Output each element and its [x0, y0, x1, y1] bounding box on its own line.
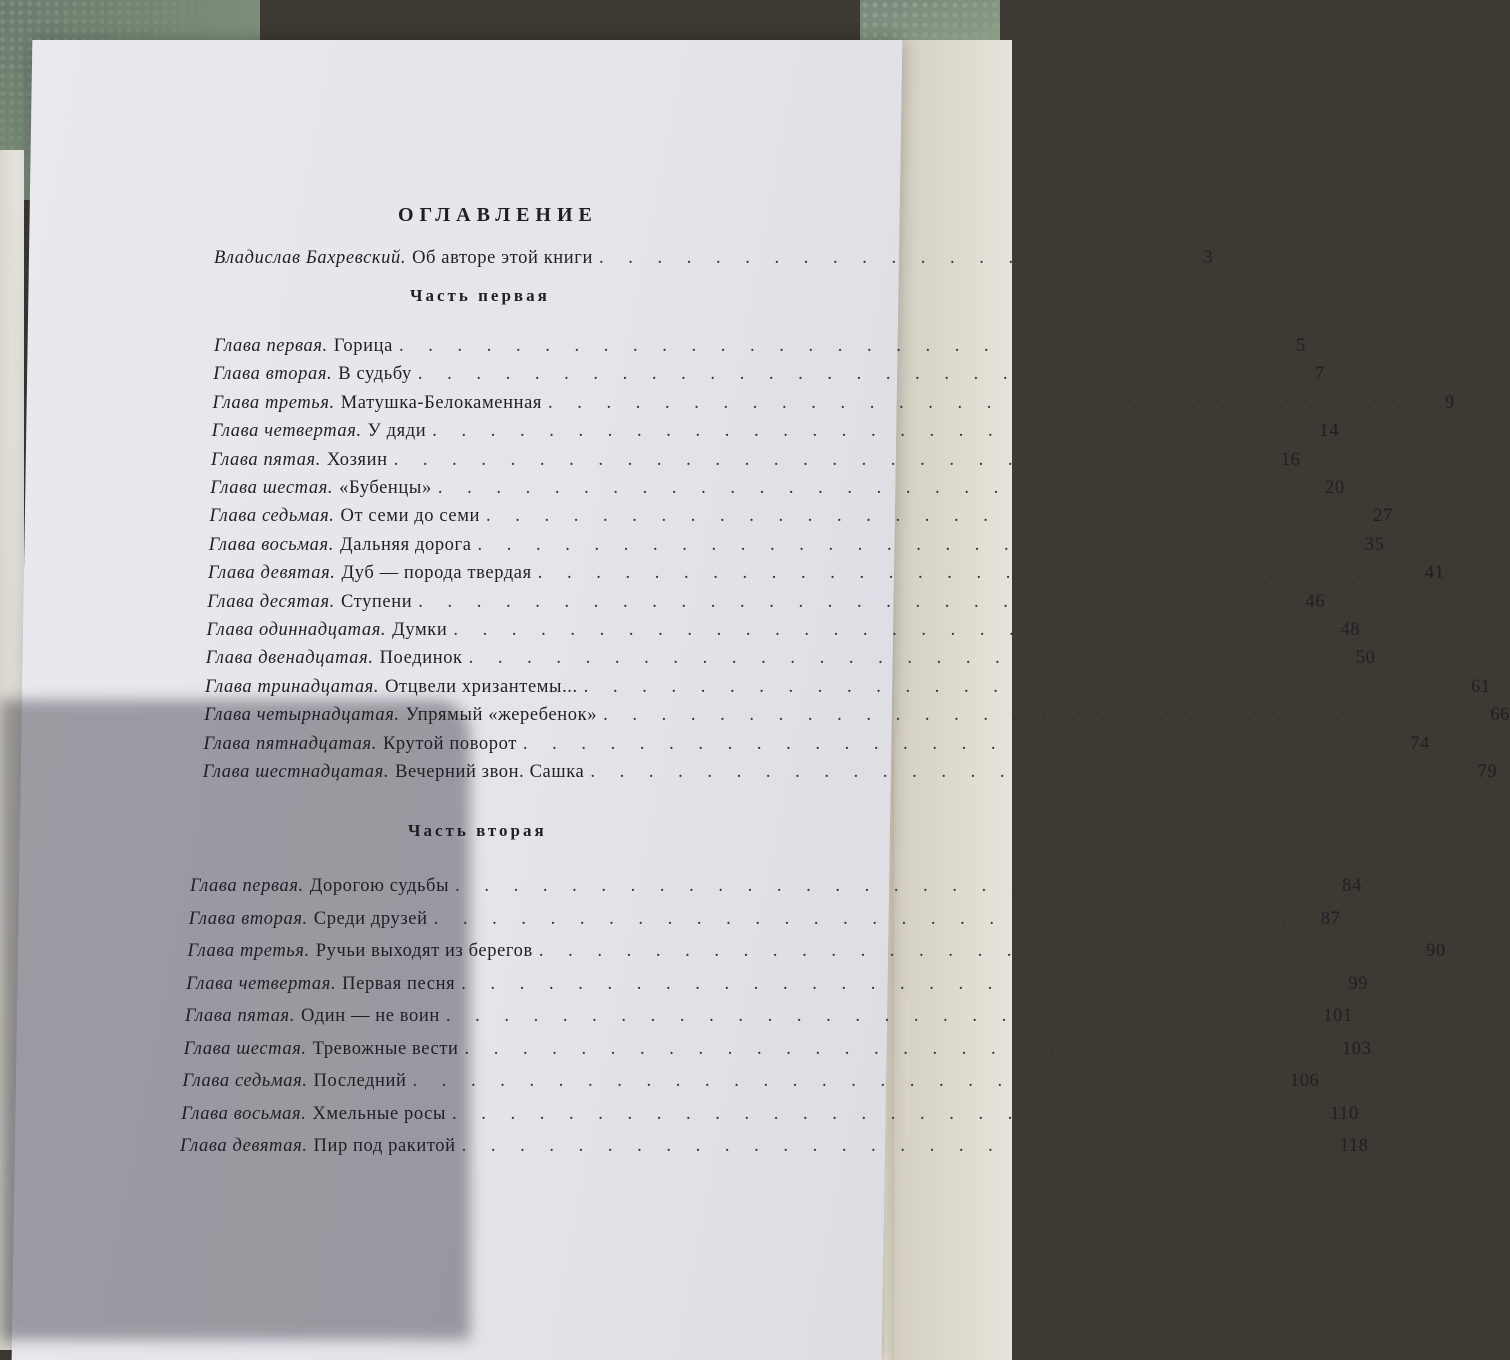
chapter-title: В судьбу [338, 364, 412, 385]
page-number: 103 [1341, 1038, 1372, 1059]
leader-dots: . . . . . . . . . . . . . . . . . . . . . . . . . . . . . . [486, 506, 1349, 527]
chapter-title: Горица [333, 336, 393, 356]
page-number: 90 [1425, 941, 1446, 961]
chapter-label: Глава тринадцатая. [205, 676, 380, 697]
leader-dots: . . . . . . . . . . . . . . . . . . . . . . . . . . . . . . [464, 1038, 1328, 1059]
page-number: 20 [1324, 478, 1345, 498]
intro-title: Об авторе этой книги [412, 248, 593, 268]
toc-entry [208, 563, 1445, 591]
chapter-title: «Бубенцы» [339, 478, 432, 498]
chapter-title: Упрямый «жеребенок» [405, 705, 598, 726]
leader-dots: . . . . . . . . . . . . . . . . . . . . . . . . . . . . . . [437, 478, 1301, 498]
leader-dots: . . . . . . . . . . . . . . . . . . . . . . . . . . . . . . [412, 1071, 1276, 1091]
page-number: 74 [1410, 733, 1430, 754]
page-number: 84 [1342, 876, 1362, 896]
chapter-title: Ручьи выходят из берегов [315, 941, 533, 961]
page-number: 14 [1319, 421, 1340, 442]
page-number: 106 [1289, 1071, 1320, 1091]
page-number: 61 [1470, 676, 1491, 697]
page-number: 99 [1348, 973, 1369, 994]
leader-dots: . . . . . . . . . . . . . . . . . . . . . . . . . . . . . . [522, 733, 1386, 754]
chapter-label: Глава пятнадцатая. [203, 733, 377, 754]
chapter-label: Глава девятая. [180, 1136, 308, 1156]
chapter-title: Вечерний звон. Сашка [395, 762, 585, 782]
leader-dots: . . . . . . . . . . . . . . . . . . . . . . . . . . . . . . [455, 876, 1318, 896]
toc-entry [212, 392, 1455, 421]
chapter-label: Глава восьмая. [208, 534, 334, 555]
leader-dots: . . . . . . . . . . . . . . . . . . . . . . . . . . . . . . [432, 421, 1296, 442]
chapter-label: Глава восьмая. [181, 1103, 307, 1124]
chapter-label: Глава шестая. [183, 1038, 307, 1059]
chapter-title: Последний [313, 1071, 407, 1091]
leader-dots: . . . . . . . . . . . . . . . . . . . . . . . . . . . . . . [433, 908, 1297, 929]
page-number: 87 [1320, 908, 1341, 929]
page-number: 16 [1280, 449, 1301, 470]
chapter-label: Глава третья. [212, 392, 335, 413]
chapter-label: Глава седьмая. [209, 506, 335, 527]
toc-entry [209, 506, 1393, 534]
chapter-label: Глава первая. [214, 336, 328, 356]
page-number: 5 [1295, 336, 1306, 356]
page-number: 3 [1203, 248, 1214, 268]
leader-dots: . . . . . . . . . . . . . . . . . . . . . . . . . . . . . . [548, 392, 1411, 413]
chapter-title: Дуб — порода твердая [341, 563, 532, 584]
chapter-title: Думки [392, 620, 448, 640]
page-number: 79 [1477, 762, 1498, 782]
chapter-label: Глава вторая. [188, 908, 308, 929]
leader-dots: . . . . . . . . . . . . . . . . . . . . . . . . . . . . . . [468, 648, 1332, 669]
leader-dots: . . . . . . . . . . . . . . . . . . . . . . . . . . . . . . [451, 1103, 1315, 1124]
chapter-label: Глава шестая. [210, 478, 334, 498]
toc-entry [211, 421, 1340, 449]
page-number: 35 [1364, 534, 1385, 555]
toc-intro-entry [214, 248, 1214, 276]
chapter-title: Пир под ракитой [313, 1136, 456, 1156]
chapter-label: Глава четвертая. [211, 421, 362, 442]
toc-entry [211, 449, 1301, 478]
leader-dots: . . . . . . . . . . . . . . . . . . . . [598, 248, 1170, 268]
chapter-title: Хмельные росы [312, 1103, 446, 1124]
leader-dots: . . . . . . . . . . . . . . . . . . . . . . . . . . . . . . [398, 336, 1262, 356]
toc-entry [208, 534, 1385, 563]
page-number: 46 [1305, 591, 1326, 612]
leader-dots: . . . . . . . . . . . . . . . . . . . . . . . . . . . . . . [461, 1136, 1325, 1156]
chapter-title: Тревожные вести [312, 1038, 459, 1059]
page-number: 110 [1329, 1103, 1359, 1124]
toc-entry [213, 364, 1325, 392]
chapter-title: Один — не воин [300, 1006, 440, 1026]
page-number: 9 [1445, 392, 1455, 413]
leader-dots: . . . . . . . . . . . . . . . . . . . . . . . . . . . . . . [417, 364, 1281, 385]
leader-dots: . . . . . . . . . . . . . . . . . . . . . . . . . . . . . . [393, 449, 1257, 470]
chapter-label: Глава девятая. [208, 563, 336, 584]
leader-dots: . . . . . . . . . . . . . . . . . . . . . . . . . . . . . . [418, 591, 1282, 612]
chapter-label: Глава пятая. [211, 449, 321, 470]
toc-entry [214, 336, 1306, 364]
page-number: 101 [1323, 1006, 1353, 1026]
page-number: 50 [1355, 648, 1376, 669]
chapter-label: Глава третья. [187, 941, 310, 961]
page-number: 48 [1340, 620, 1361, 640]
chapter-title: Хозяин [326, 449, 388, 470]
page-number: 41 [1424, 563, 1445, 584]
intro-author: Владислав Бахревский. [214, 248, 407, 268]
leader-dots: . . . . . . . . . . . . . . . . . . . . . . . . . . . . . . [538, 941, 1402, 961]
chapter-title: Матушка-Белокаменная [340, 392, 543, 413]
chapter-title: У дяди [367, 421, 427, 442]
chapter-title: Крутой поворот [382, 733, 517, 754]
toc-entry [210, 478, 1345, 506]
leader-dots: . . . . . . . . . . . . . . . . . . . . . . . . . . . . . . [583, 676, 1447, 697]
chapter-label: Глава первая. [190, 876, 304, 896]
toc-entry [206, 620, 1361, 648]
page-number: 27 [1373, 506, 1393, 527]
leader-dots: . . . . . . . . . . . . . . . . . . . . . . . . . . . . . . [477, 534, 1341, 555]
leader-dots: . . . . . . . . . . . . . . . . . . . . . . . . . . . . . . [453, 620, 1317, 640]
chapter-label: Глава седьмая. [182, 1071, 308, 1091]
chapter-label: Глава одиннадцатая. [206, 620, 387, 640]
chapter-title: Среди друзей [313, 908, 428, 929]
leader-dots: . . . . . . . . . . . . . . . . . . . . . . . . . . . . . . [603, 705, 1466, 726]
toc-entry [205, 648, 1376, 676]
chapter-label: Глава четвертая. [186, 973, 337, 994]
chapter-label: Глава десятая. [207, 591, 335, 612]
toc-entry [207, 591, 1326, 620]
chapter-label: Глава четырнадцатая. [204, 705, 400, 726]
leader-dots: . . . . . . . . . . . . . . . . . . . . . . . . . . . . . . [445, 1006, 1309, 1026]
chapter-title: От семи до семи [340, 506, 481, 527]
leader-dots: . . . . . . . . . . . . . . . . . . . . . . . . . . . . . . [461, 973, 1325, 994]
toc-title: ОГЛАВЛЕНИЕ [398, 204, 598, 226]
part-one-heading: Часть первая [410, 286, 550, 305]
chapter-title: Ступени [340, 591, 413, 612]
chapter-title: Дальняя дорога [339, 534, 472, 555]
chapter-label: Глава шестнадцатая. [202, 762, 390, 782]
chapter-title: Дорогою судьбы [309, 876, 450, 896]
part-two-heading: Часть вторая [408, 821, 547, 840]
chapter-label: Глава пятая. [185, 1006, 295, 1026]
chapter-label: Глава двенадцатая. [205, 648, 374, 669]
leader-dots: . . . . . . . . . . . . . . . . . . . . . . . . . . . . . . [537, 563, 1401, 584]
leader-dots: . . . . . . . . . . . . . . . . . . . . . . . . . . . . . . [590, 762, 1454, 782]
hand-shadow [0, 700, 470, 1340]
page-number: 66 [1490, 705, 1510, 726]
chapter-label: Глава вторая. [213, 364, 333, 385]
chapter-title: Поединок [379, 648, 463, 669]
chapter-title: Отцвели хризантемы... [385, 676, 578, 697]
page-number: 7 [1314, 364, 1325, 385]
chapter-title: Первая песня [342, 973, 456, 994]
page-number: 118 [1339, 1136, 1369, 1156]
